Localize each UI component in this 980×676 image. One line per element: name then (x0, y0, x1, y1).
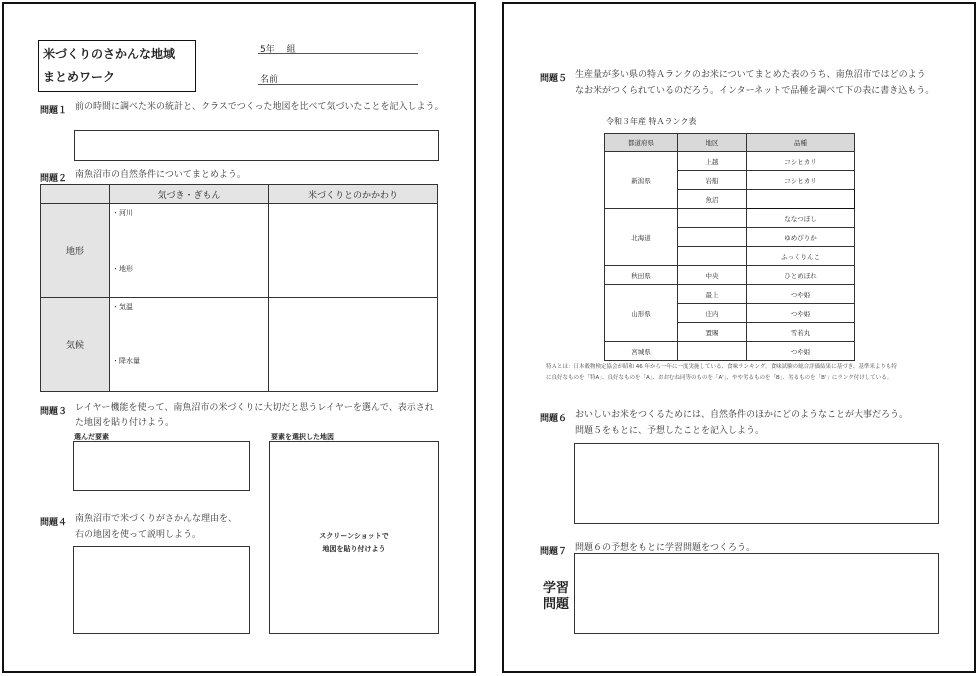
climate-relation-cell[interactable] (269, 298, 438, 392)
rice-table-title: 令和３年産 特Ａランク表 (606, 117, 697, 126)
header-variety: 品種 (747, 134, 855, 152)
toku-a-note-line2: に良好なものを「特A」、良好なものを「A」、おおむね同等のものを「A'」、やや劣るものを「B」、劣るものを「B'」にランク付けしている。 (546, 375, 893, 381)
pref-niigata: 新潟県 (605, 152, 678, 209)
selected-elements-box[interactable] (73, 441, 250, 491)
q7-label: 問題７ (540, 547, 568, 557)
grade-class-label: 5年 組 (260, 45, 296, 55)
district-cell: 庄内 (678, 304, 747, 323)
variety-cell: 雪若丸 (747, 323, 855, 342)
variety-cell: コシヒカリ (747, 171, 855, 190)
variety-cell: つや姫 (747, 304, 855, 323)
variety-cell: ひとめぼれ (747, 266, 855, 285)
variety-cell: コシヒカリ (747, 152, 855, 171)
col-header-relation: 米づくりとのかかわり (269, 185, 438, 204)
header-prefecture: 都道府県 (605, 134, 678, 152)
q4-text-line2: 右の地図を使って説明しよう。 (75, 530, 202, 540)
terrain-relation-cell[interactable] (269, 204, 438, 298)
header-district: 地区 (678, 134, 747, 152)
q1-answer-box[interactable] (74, 130, 439, 161)
pref-yamagata: 山形県 (605, 285, 678, 342)
q5-text-line2: なお米がつくられているのだろう。インターネットで品種を調べて下の表に書き込もう。 (575, 86, 935, 96)
terrain-item-river: ・河川 (112, 209, 133, 217)
q3-text-line1: レイヤー機能を使って、南魚沼市の米づくりに大切だと思うレイヤーを選んで、表示され (75, 403, 434, 413)
district-cell: 魚沼 (678, 190, 747, 209)
district-cell: 上越 (678, 152, 747, 171)
natural-conditions-table (40, 184, 438, 392)
variety-cell: つや姫 (747, 285, 855, 304)
worksheet-title-line1: 米づくりのさかんな地域 (43, 47, 176, 61)
variety-cell: ふっくりんこ (747, 247, 855, 266)
pref-akita: 秋田県 (605, 266, 678, 285)
variety-cell: つや姫 (747, 342, 855, 361)
map-placeholder-line2: 地図を貼り付けよう (322, 545, 386, 553)
row-head-terrain: 地形 (41, 204, 110, 298)
q6-label: 問題６ (540, 414, 568, 424)
q4-answer-box[interactable] (73, 546, 250, 634)
pref-hokkaido: 北海道 (605, 209, 678, 266)
grade-class-line (258, 53, 418, 54)
q1-label: 問題１ (40, 106, 68, 116)
district-cell: 岩船 (678, 171, 747, 190)
learning-problem-label-line2: 問題 (543, 597, 570, 612)
name-line[interactable] (258, 84, 418, 85)
table-corner (41, 185, 110, 204)
toku-a-note-line1: 特Ａとは：日本穀物検定協会が昭和 46 年から一年に一度実施している、食味ランキング。食味試験の総合評価結果に基づき、基準米よりも特 (546, 364, 897, 370)
q7-answer-box[interactable] (574, 553, 939, 634)
climate-item-temperature: ・気温 (112, 303, 133, 311)
climate-notice-cell[interactable] (110, 298, 269, 392)
q2-label: 問題２ (40, 174, 68, 184)
q7-text: 問題６の予想をもとに学習問題をつくろう。 (575, 543, 756, 553)
q2-text: 南魚沼市の自然条件についてまとめよう。 (75, 170, 246, 180)
name-label: 名前 (260, 75, 279, 85)
learning-problem-label-line1: 学習 (543, 581, 570, 596)
district-cell (678, 342, 747, 361)
terrain-notice-cell[interactable] (110, 204, 269, 298)
q3-label: 問題３ (40, 407, 68, 417)
q4-label: 問題４ (40, 518, 68, 528)
map-box-label: 要素を選択した地図 (271, 433, 334, 441)
district-cell (678, 209, 747, 228)
q6-answer-box[interactable] (574, 443, 939, 524)
district-cell: 置賜 (678, 323, 747, 342)
variety-cell: ゆめぴりか (747, 228, 855, 247)
pref-miyagi: 宮城県 (605, 342, 678, 361)
variety-cell: ななつぼし (747, 209, 855, 228)
terrain-item-landform: ・地形 (112, 265, 133, 273)
district-cell (678, 247, 747, 266)
climate-item-rainfall: ・降水量 (112, 357, 140, 365)
district-cell (678, 228, 747, 247)
uonuma-variety-input-cell[interactable] (747, 190, 855, 209)
q1-text: 前の時間に調べた米の統計と、クラスでつくった地図を比べて気づいたことを記入しよう。 (75, 102, 444, 112)
q5-label: 問題５ (540, 74, 568, 84)
q3-text-line2: た地図を貼り付けよう。 (75, 418, 175, 428)
rice-ranking-table (604, 133, 855, 361)
map-paste-box[interactable] (269, 441, 439, 634)
q6-text-line1: おいしいお米をつくるためには、自然条件のほかにどのようなことが大事だろう。 (575, 410, 909, 420)
map-placeholder-line1: スクリーンショットで (319, 532, 389, 540)
col-header-notice: 気づき・ぎもん (110, 185, 269, 204)
district-cell: 最上 (678, 285, 747, 304)
q4-text-line1: 南魚沼市で米づくりがさかんな理由を、 (75, 514, 238, 524)
row-head-climate: 気候 (41, 298, 110, 392)
district-cell: 中央 (678, 266, 747, 285)
worksheet-title-line2: まとめワーク (43, 70, 116, 84)
q5-text-line1: 生産量が多い県の特Ａランクのお米についてまとめた表のうち、南魚沼市ではどのよう (575, 70, 926, 80)
q6-text-line2: 問題５をもとに、予想したことを記入しよう。 (575, 426, 765, 436)
worksheet-title-box (38, 40, 196, 92)
selected-elements-label: 選んだ要素 (74, 433, 109, 441)
